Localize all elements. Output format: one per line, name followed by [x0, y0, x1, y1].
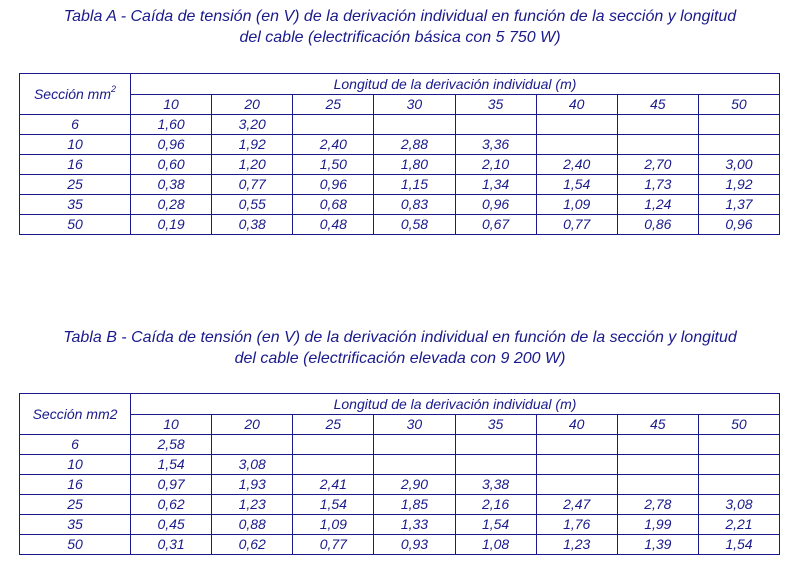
table-b-length-cell: 25	[293, 415, 374, 435]
table-b-length-cell: 10	[131, 415, 212, 435]
table-b-value-cell: 1,54	[293, 495, 374, 515]
table-a-value-cell: 3,36	[455, 135, 536, 155]
table-b-caption-line2: del cable (electrificación elevada con 9 200 W)	[234, 350, 566, 367]
table-a-length-cell: 50	[698, 95, 779, 115]
table-a-lengths-row	[20, 95, 780, 115]
table-a-value-cell: 0,58	[374, 215, 455, 235]
table-b-length-cell: 20	[212, 415, 293, 435]
table-a-value-cell: 1,37	[698, 195, 779, 215]
table-b-value-cell: 2,58	[131, 435, 212, 455]
table-b-caption-line1: Tabla B - Caída de tensión (en V) de la derivación individual en función de la sección y longitud	[63, 329, 737, 346]
table-b-value-cell: 1,54	[698, 535, 779, 555]
table-a-section-cell: 25	[20, 175, 131, 195]
table-a-section-cell: 10	[20, 135, 131, 155]
table-b-value-cell: 2,21	[698, 515, 779, 535]
table-b-value-cell	[455, 455, 536, 475]
table-a-length-cell: 45	[617, 95, 698, 115]
table-b-section-cell: 16	[20, 475, 131, 495]
table-b-value-cell: 0,97	[131, 475, 212, 495]
table-b-section-cell: 10	[20, 455, 131, 475]
table-a-value-cell: 0,19	[131, 215, 212, 235]
table-a-value-cell: 0,48	[293, 215, 374, 235]
table-b-value-cell	[293, 455, 374, 475]
table-a-length-cell: 20	[212, 95, 293, 115]
table-a-row	[20, 175, 780, 195]
table-b-value-cell: 0,31	[131, 535, 212, 555]
table-a	[19, 73, 780, 235]
table-a-value-cell: 0,96	[698, 215, 779, 235]
table-a-value-cell: 1,73	[617, 175, 698, 195]
table-b-section-cell: 50	[20, 535, 131, 555]
table-b-value-cell: 1,54	[131, 455, 212, 475]
table-b-value-cell	[617, 475, 698, 495]
table-b-value-cell: 0,77	[293, 535, 374, 555]
table-a-value-cell	[698, 115, 779, 135]
table-b-row	[20, 435, 780, 455]
table-b-value-cell: 2,41	[293, 475, 374, 495]
table-a-value-cell: 1,92	[212, 135, 293, 155]
table-a-value-cell: 3,00	[698, 155, 779, 175]
table-b-value-cell	[374, 435, 455, 455]
table-b-value-cell	[536, 475, 617, 495]
table-a-value-cell: 1,24	[617, 195, 698, 215]
table-b-section-cell: 35	[20, 515, 131, 535]
table-b-row	[20, 515, 780, 535]
table-b-value-cell	[293, 435, 374, 455]
table-b-lengths-row	[20, 415, 780, 435]
table-a-value-cell: 0,38	[131, 175, 212, 195]
table-b-section-label: Sección mm2	[32, 405, 118, 422]
table-a-value-cell: 0,96	[131, 135, 212, 155]
table-b-value-cell: 2,47	[536, 495, 617, 515]
table-b-value-cell	[617, 455, 698, 475]
table-a-row	[20, 195, 780, 215]
table-a-value-cell	[536, 135, 617, 155]
table-b-length-cell: 45	[617, 415, 698, 435]
table-a-length-cell: 10	[131, 95, 212, 115]
table-b-value-cell	[455, 435, 536, 455]
table-a-value-cell: 1,15	[374, 175, 455, 195]
table-a-value-cell: 0,67	[455, 215, 536, 235]
table-b-row	[20, 495, 780, 515]
table-b-value-cell: 2,90	[374, 475, 455, 495]
table-a-value-cell: 0,68	[293, 195, 374, 215]
table-a-value-cell	[293, 115, 374, 135]
table-b-value-cell: 1,33	[374, 515, 455, 535]
table-a-value-cell: 1,60	[131, 115, 212, 135]
table-b-value-cell: 1,23	[212, 495, 293, 515]
table-a-value-cell: 0,77	[212, 175, 293, 195]
table-a-value-cell	[617, 115, 698, 135]
table-b-value-cell: 2,78	[617, 495, 698, 515]
table-b-value-cell: 2,16	[455, 495, 536, 515]
table-b-value-cell	[536, 455, 617, 475]
table-b-value-cell	[698, 475, 779, 495]
table-b-value-cell	[698, 435, 779, 455]
table-b-value-cell: 0,62	[212, 535, 293, 555]
table-b-header-row	[20, 394, 780, 415]
table-b-caption	[0, 327, 800, 369]
table-a-length-cell: 35	[455, 95, 536, 115]
table-a-section-cell: 35	[20, 195, 131, 215]
table-b-length-cell: 40	[536, 415, 617, 435]
table-a-section-label: Sección mm	[33, 85, 111, 102]
table-b-value-cell: 3,08	[698, 495, 779, 515]
table-b-value-cell: 3,08	[212, 455, 293, 475]
table-b-value-cell: 1,76	[536, 515, 617, 535]
table-a-value-cell	[617, 135, 698, 155]
table-a-length-cell: 30	[374, 95, 455, 115]
table-a-caption-line2: del cable (electrificación básica con 5 750 W)	[239, 29, 561, 46]
table-b-row	[20, 535, 780, 555]
table-a-value-cell: 0,38	[212, 215, 293, 235]
table-b-length-header: Longitud de la derivación individual (m)	[131, 394, 780, 415]
table-b-value-cell: 0,88	[212, 515, 293, 535]
table-b-value-cell: 1,54	[455, 515, 536, 535]
table-a-value-cell: 0,55	[212, 195, 293, 215]
table-b-value-cell: 1,08	[455, 535, 536, 555]
table-b-value-cell	[536, 435, 617, 455]
table-b-value-cell	[374, 455, 455, 475]
table-a-value-cell: 1,20	[212, 155, 293, 175]
table-a-value-cell: 0,28	[131, 195, 212, 215]
table-a-value-cell: 1,54	[536, 175, 617, 195]
table-b-length-cell: 30	[374, 415, 455, 435]
table-a-length-cell: 25	[293, 95, 374, 115]
table-b-value-cell: 1,99	[617, 515, 698, 535]
table-a-row	[20, 155, 780, 175]
table-a-value-cell: 1,92	[698, 175, 779, 195]
table-a-value-cell: 0,83	[374, 195, 455, 215]
table-a-header-row	[20, 74, 780, 95]
table-a-value-cell: 1,80	[374, 155, 455, 175]
table-b-section-cell: 25	[20, 495, 131, 515]
table-b-row	[20, 475, 780, 495]
table-b-value-cell	[698, 455, 779, 475]
table-a-value-cell: 2,40	[293, 135, 374, 155]
table-b-section-header	[20, 394, 131, 435]
table-b-value-cell: 0,93	[374, 535, 455, 555]
table-a-value-cell	[698, 135, 779, 155]
table-a-section-cell: 50	[20, 215, 131, 235]
table-b-value-cell: 0,62	[131, 495, 212, 515]
table-b-value-cell: 1,85	[374, 495, 455, 515]
table-b-value-cell: 3,38	[455, 475, 536, 495]
table-a-value-cell	[455, 115, 536, 135]
table-a-value-cell	[374, 115, 455, 135]
table-b-length-cell: 35	[455, 415, 536, 435]
table-a-caption	[0, 6, 800, 48]
table-a-section-cell: 6	[20, 115, 131, 135]
table-a-row	[20, 135, 780, 155]
table-a-section-superscript: 2	[111, 83, 117, 94]
table-a-caption-line1: Tabla A - Caída de tensión (en V) de la derivación individual en función de la sección y longitud	[63, 8, 737, 25]
table-b-value-cell: 1,93	[212, 475, 293, 495]
table-b-value-cell: 1,39	[617, 535, 698, 555]
table-b	[19, 393, 780, 555]
table-a-row	[20, 215, 780, 235]
table-a-value-cell: 0,60	[131, 155, 212, 175]
table-a-value-cell: 1,09	[536, 195, 617, 215]
table-a-value-cell: 0,77	[536, 215, 617, 235]
table-b-value-cell: 1,09	[293, 515, 374, 535]
table-b-value-cell: 1,23	[536, 535, 617, 555]
table-b-section-cell: 6	[20, 435, 131, 455]
table-b-value-cell: 0,45	[131, 515, 212, 535]
table-b-value-cell	[212, 435, 293, 455]
table-a-length-header: Longitud de la derivación individual (m)	[131, 74, 780, 95]
table-b-value-cell	[617, 435, 698, 455]
table-b-length-cell: 50	[698, 415, 779, 435]
table-a-row	[20, 115, 780, 135]
table-a-value-cell: 2,88	[374, 135, 455, 155]
table-a-section-header	[20, 74, 131, 115]
table-a-value-cell	[536, 115, 617, 135]
table-a-section-cell: 16	[20, 155, 131, 175]
table-b-row	[20, 455, 780, 475]
table-a-value-cell: 2,70	[617, 155, 698, 175]
table-a-value-cell: 3,20	[212, 115, 293, 135]
table-a-length-cell: 40	[536, 95, 617, 115]
table-a-value-cell: 0,96	[455, 195, 536, 215]
table-a-value-cell: 2,10	[455, 155, 536, 175]
table-a-value-cell: 0,86	[617, 215, 698, 235]
table-a-value-cell: 1,50	[293, 155, 374, 175]
table-a-value-cell: 1,34	[455, 175, 536, 195]
table-a-value-cell: 0,96	[293, 175, 374, 195]
table-a-value-cell: 2,40	[536, 155, 617, 175]
